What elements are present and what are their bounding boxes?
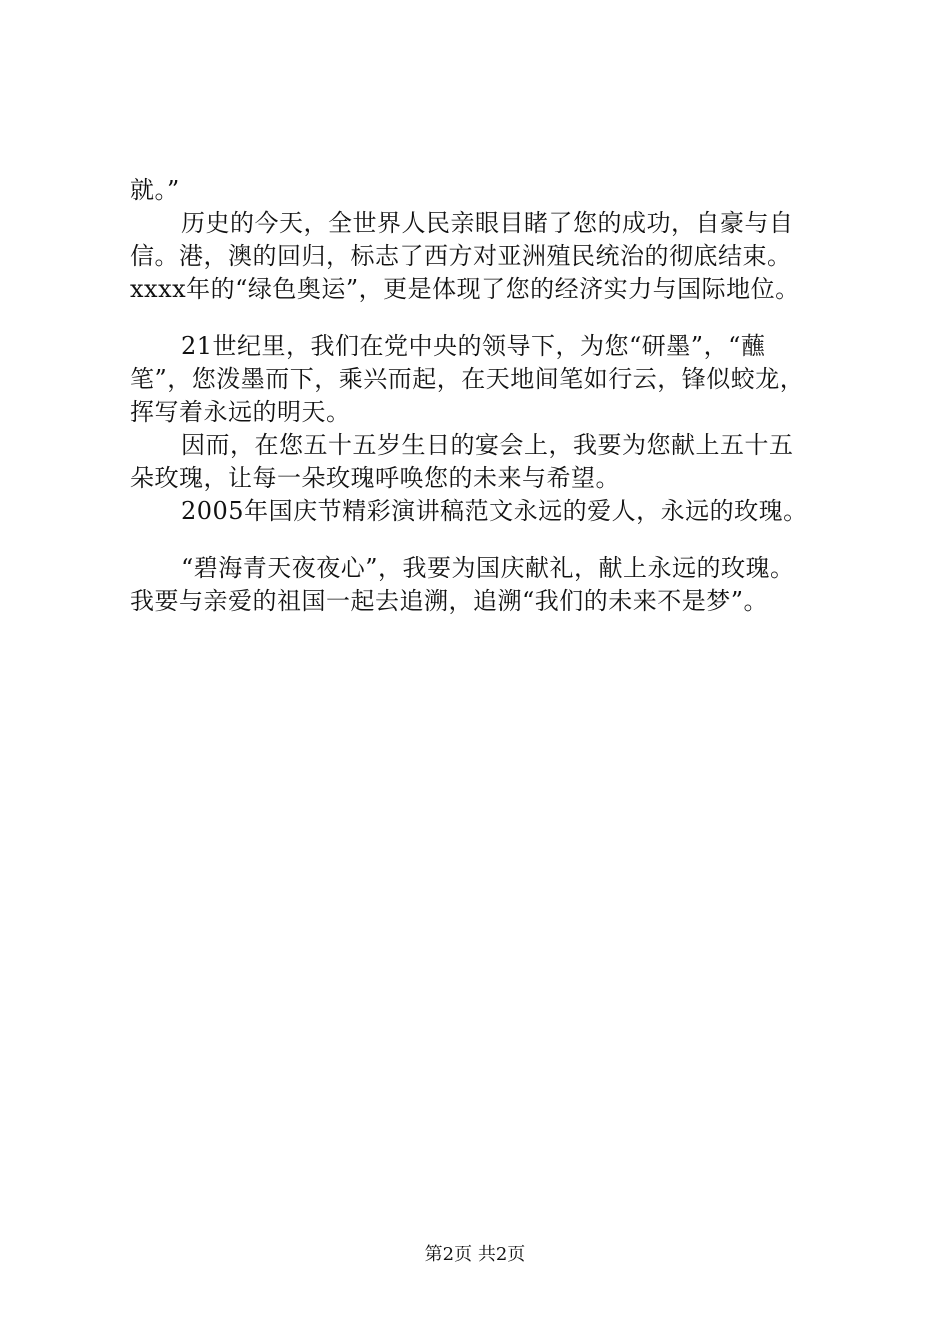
body-line: 挥写着永远的明天。 (130, 398, 351, 426)
body-line: 就。” (130, 176, 180, 204)
body-line: 笔”，您泼墨而下，乘兴而起，在天地间笔如行云，锋似蛟龙， (130, 365, 805, 393)
body-line: 因而，在您五十五岁生日的宴会上，我要为您献上五十五 (181, 431, 794, 459)
body-line: xxxx年的“绿色奥运”，更是体现了您的经济实力与国际地位。 (130, 275, 800, 303)
body-line: 信。港，澳的回归，标志了西方对亚洲殖民统治的彻底结束。 (130, 242, 792, 270)
page-number-footer: 第2页 共2页 (424, 1244, 526, 1265)
body-line: 我要与亲爱的祖国一起去追溯，追溯“我们的未来不是梦”。 (130, 587, 769, 615)
body-line: 朵玫瑰，让每一朵玫瑰呼唤您的未来与希望。 (130, 464, 620, 492)
body-line: “碧海青天夜夜心”，我要为国庆献礼，献上永远的玫瑰。 (181, 554, 795, 582)
body-line: 2005年国庆节精彩演讲稿范文永远的爱人，永远的玫瑰。 (181, 497, 808, 525)
body-line: 21世纪里，我们在党中央的领导下，为您“研墨”，“蘸 (181, 332, 766, 360)
body-line: 历史的今天，全世界人民亲眼目睹了您的成功，自豪与自 (181, 209, 794, 237)
